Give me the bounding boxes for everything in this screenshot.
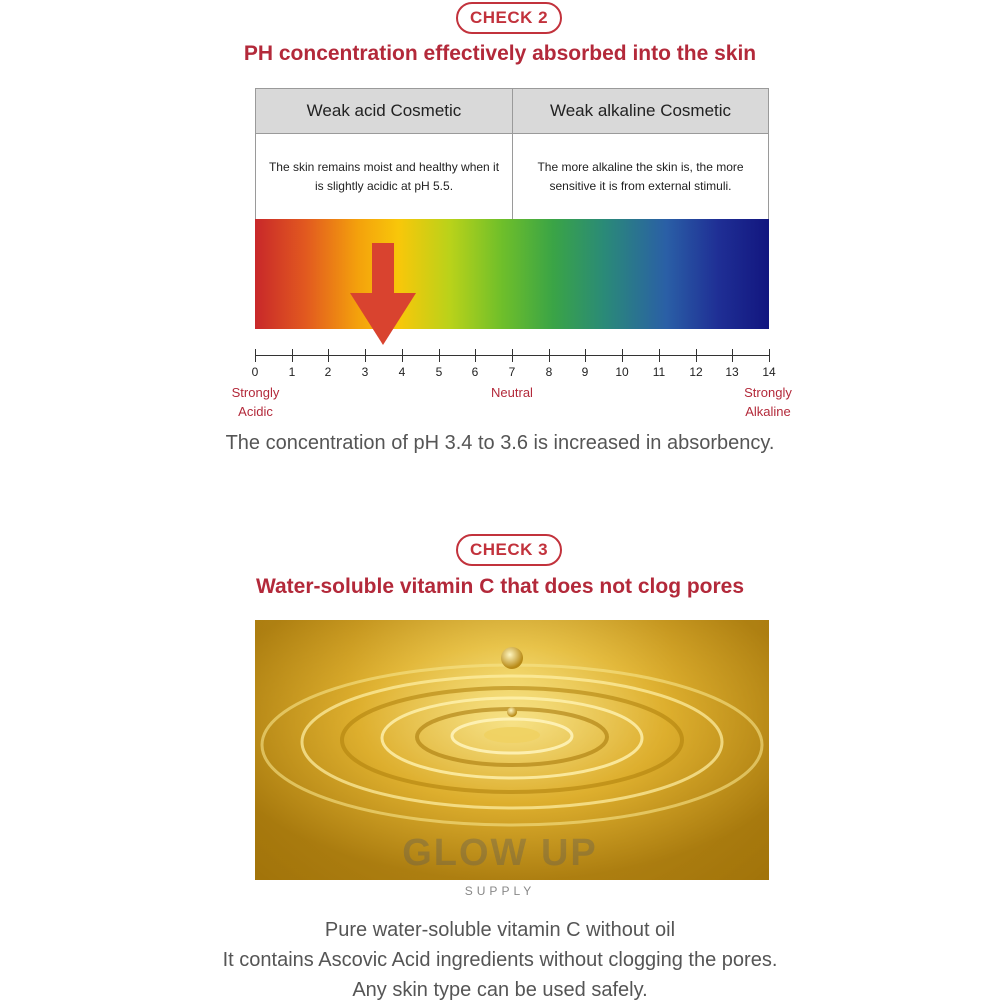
scale-tick — [622, 349, 623, 362]
scale-tick-label: 1 — [288, 365, 296, 379]
scale-tick — [732, 349, 733, 362]
description-line: Pure water-soluble vitamin C without oil — [324, 919, 676, 941]
scale-tick-label: 0 — [251, 365, 259, 379]
scale-tick-label: 12 — [689, 365, 703, 379]
description-line: Any skin type can be used safely. — [352, 979, 648, 1001]
vitamin-c-description — [0, 915, 1000, 1005]
scale-tick-label: 13 — [725, 365, 739, 379]
strongly-alkaline-label: Strongly Alkaline — [744, 385, 792, 419]
check3-heading: Water-soluble vitamin C that does not clog pores — [255, 575, 745, 598]
check2-badge: CHECK 2 — [456, 2, 562, 34]
scale-tick — [402, 349, 403, 362]
ph-color-gradient — [255, 219, 769, 329]
weak-acid-header: Weak acid Cosmetic — [256, 89, 512, 134]
scale-tick — [365, 349, 366, 362]
description-line: It contains Ascovic Acid ingredients without clogging the pores. — [222, 949, 778, 971]
neutral-label: Neutral — [491, 385, 533, 400]
scale-tick-label: 6 — [471, 365, 479, 379]
scale-tick-label: 2 — [324, 365, 332, 379]
scale-tick — [585, 349, 586, 362]
scale-tick-label: 7 — [508, 365, 516, 379]
check2-heading: PH concentration effectively absorbed into the skin — [243, 42, 757, 65]
watermark-logo: GLOW UP — [402, 832, 598, 874]
scale-tick — [659, 349, 660, 362]
watermark-subtitle: SUPPLY — [464, 884, 536, 898]
scale-tick-label: 9 — [581, 365, 589, 379]
scale-tick — [696, 349, 697, 362]
scale-tick-label: 8 — [545, 365, 553, 379]
scale-tick — [255, 349, 256, 362]
check3-badge: CHECK 3 — [456, 534, 562, 566]
weak-alkaline-header: Weak alkaline Cosmetic — [513, 89, 768, 134]
scale-tick-label: 3 — [361, 365, 369, 379]
weak-acid-description: The skin remains moist and healthy when it is slightly acidic at pH 5.5. — [268, 160, 500, 193]
weak-alkaline-description: The more alkaline the skin is, the more sensitive it is from external stimuli. — [537, 160, 744, 193]
ph-comparison-table — [255, 88, 769, 220]
ph-absorbency-caption: The concentration of pH 3.4 to 3.6 is increased in absorbency. — [225, 432, 775, 454]
scale-tick-label: 5 — [435, 365, 443, 379]
scale-tick-label: 11 — [652, 365, 666, 379]
scale-tick — [439, 349, 440, 362]
scale-tick — [549, 349, 550, 362]
scale-tick — [475, 349, 476, 362]
scale-tick-label: 14 — [762, 365, 776, 379]
scale-tick — [292, 349, 293, 362]
scale-tick — [769, 349, 770, 362]
scale-tick — [328, 349, 329, 362]
strongly-acidic-label: Strongly Acidic — [231, 385, 280, 419]
scale-tick — [512, 349, 513, 362]
scale-tick-label: 4 — [398, 365, 406, 379]
down-arrow-icon — [350, 243, 416, 345]
scale-tick-label: 10 — [615, 365, 629, 379]
